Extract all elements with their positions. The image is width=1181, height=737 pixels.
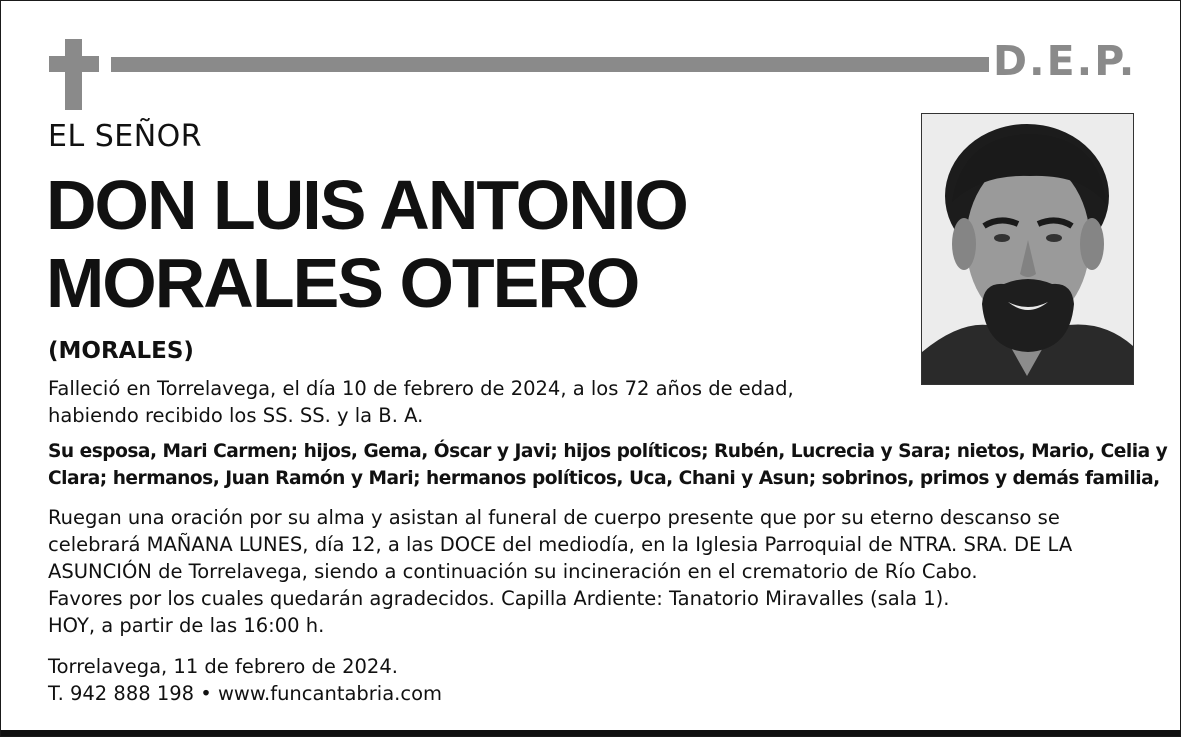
contact-line: T. 942 888 198 • www.funcantabria.com — [48, 682, 443, 705]
death-notice — [48, 375, 794, 429]
honorific: EL SEÑOR — [48, 119, 203, 154]
funeral-details — [48, 504, 1072, 639]
funeral-line: ASUNCIÓN de Torrelavega, siendo a continuación su incineración en el crematorio de Río Cabo. — [48, 560, 978, 583]
family-list — [48, 438, 1167, 492]
family-line: Clara; hermanos, Juan Ramón y Mari; hermanos políticos, Uca, Chani y Asun; sobrinos, primos y demás familia, — [48, 468, 1160, 489]
bottom-border — [1, 730, 1180, 736]
death-notice-line: habiendo recibido los SS. SS. y la B. A. — [48, 404, 424, 427]
funeral-line: celebrará MAÑANA LUNES, día 12, a las DOCE del mediodía, en la Iglesia Parroquial de NTRA. SRA. DE LA — [48, 533, 1073, 556]
funeral-line: Ruegan una oración por su alma y asistan al funeral de cuerpo presente que por su eterno descanso se — [48, 506, 1060, 529]
death-notice-line: Falleció en Torrelavega, el día 10 de febrero de 2024, a los 72 años de edad, — [48, 377, 794, 400]
name-line-1: DON LUIS ANTONIO — [46, 166, 687, 244]
footer — [48, 653, 442, 707]
portrait-image — [922, 114, 1133, 384]
place-date: Torrelavega, 11 de febrero de 2024. — [48, 655, 398, 678]
portrait-photo — [921, 113, 1134, 385]
funeral-line: Favores por los cuales quedarán agradecidos. Capilla Ardiente: Tanatorio Miravalles (sala 1). — [48, 587, 950, 610]
family-line: Su esposa, Mari Carmen; hijos, Gema, Óscar y Javi; hijos políticos; Rubén, Lucrecia y Sara; nietos, Mario, Celia y — [48, 441, 1168, 462]
dep-marker: D.E.P. — [993, 37, 1137, 85]
funeral-line: HOY, a partir de las 16:00 h. — [48, 614, 325, 637]
alias: (MORALES) — [48, 338, 194, 364]
deceased-name — [46, 166, 906, 322]
header-rule — [111, 57, 989, 72]
name-line-2: MORALES OTERO — [46, 244, 639, 322]
